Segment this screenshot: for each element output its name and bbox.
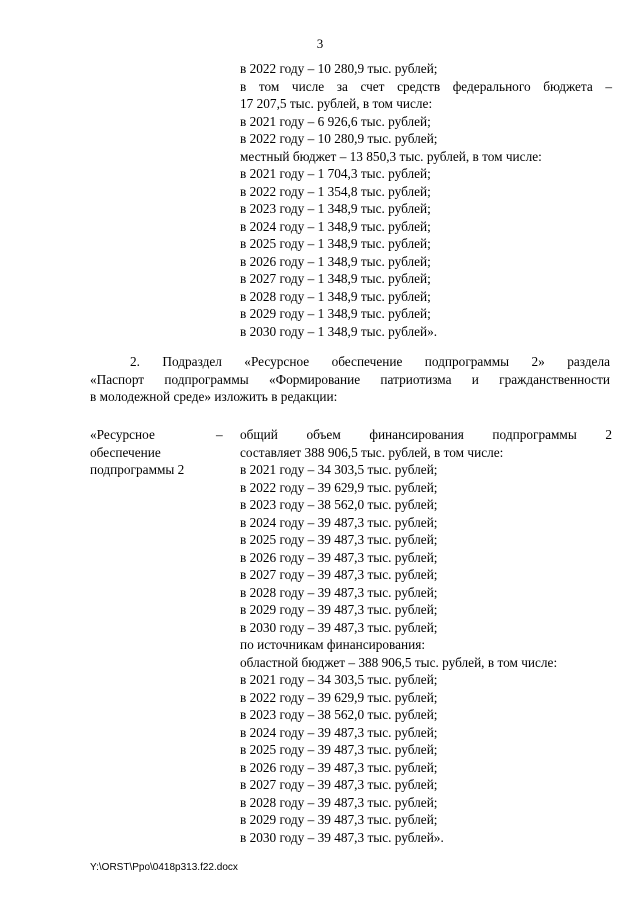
value-line: в 2022 году – 39 629,9 тыс. рублей; — [240, 479, 438, 495]
text-line: в том числе за счет средств федерального бюджета – — [240, 78, 612, 94]
table-value-cell — [240, 426, 612, 846]
value-line: в 2027 году – 39 487,3 тыс. рублей; — [240, 777, 438, 792]
text-line: в 2028 году – 1 348,9 тыс. рублей; — [240, 288, 431, 304]
text-line: в 2022 году – 10 280,9 тыс. рублей; — [240, 131, 438, 146]
text-line: в 2024 году – 1 348,9 тыс. рублей; — [240, 218, 431, 234]
value-line: в 2024 году – 39 487,3 тыс. рублей; — [240, 724, 438, 740]
amendment-paragraph-2 — [90, 353, 610, 406]
value-line: по источникам финансирования: — [240, 637, 426, 652]
value-line: в 2027 году – 39 487,3 тыс. рублей; — [240, 567, 438, 582]
value-line: в 2030 году – 39 487,3 тыс. рублей». — [240, 829, 444, 845]
text-line: в 2021 году – 6 926,6 тыс. рублей; — [240, 113, 431, 129]
label-line: подпрограммы 2 — [90, 462, 185, 477]
value-line: в 2029 году – 39 487,3 тыс. рублей; — [240, 812, 438, 827]
paragraph-line: в молодежной среде» изложить в редакции: — [90, 389, 338, 404]
value-line: в 2022 году – 39 629,9 тыс. рублей; — [240, 689, 438, 705]
value-line: в 2023 году – 38 562,0 тыс. рублей; — [240, 497, 438, 512]
text-line: 17 207,5 тыс. рублей, в том числе: — [240, 96, 433, 111]
funding-continuation-block — [240, 60, 612, 340]
value-line: в 2025 году – 39 487,3 тыс. рублей; — [240, 742, 438, 757]
value-line: в 2030 году – 39 487,3 тыс. рублей; — [240, 619, 438, 635]
value-line: в 2029 году – 39 487,3 тыс. рублей; — [240, 602, 438, 617]
value-line: в 2023 году – 38 562,0 тыс. рублей; — [240, 707, 438, 722]
value-line: в 2021 году – 34 303,5 тыс. рублей; — [240, 462, 438, 477]
paragraph-line: 2. Подраздел «Ресурсное обеспечение подпрограммы 2» раздела — [130, 354, 610, 369]
table-label-cell — [90, 426, 230, 479]
value-line: в 2026 году – 39 487,3 тыс. рублей; — [240, 759, 438, 775]
value-line: областной бюджет – 388 906,5 тыс. рублей, в том числе: — [240, 654, 558, 670]
footer-file-path: Y:\ORST\Ppo\0418p313.f22.docx — [90, 862, 238, 873]
value-line: в 2028 году – 39 487,3 тыс. рублей; — [240, 584, 438, 600]
value-line: в 2021 году – 34 303,5 тыс. рублей; — [240, 672, 438, 687]
text-line: в 2023 году – 1 348,9 тыс. рублей; — [240, 201, 431, 216]
value-line: в 2026 году – 39 487,3 тыс. рублей; — [240, 549, 438, 565]
text-line: в 2027 году – 1 348,9 тыс. рублей; — [240, 271, 431, 286]
value-line: в 2025 году – 39 487,3 тыс. рублей; — [240, 532, 438, 547]
value-line: общий объем финансирования подпрограммы 2 — [240, 427, 612, 442]
text-line: в 2026 году – 1 348,9 тыс. рублей; — [240, 253, 431, 269]
label-line: «Ресурсное — [90, 427, 155, 442]
value-line: в 2028 году – 39 487,3 тыс. рублей; — [240, 794, 438, 810]
text-line: местный бюджет – 13 850,3 тыс. рублей, в том числе: — [240, 148, 542, 164]
text-line: в 2022 году – 1 354,8 тыс. рублей; — [240, 183, 431, 199]
label-line: обеспечение — [90, 444, 161, 460]
text-line: в 2021 году – 1 704,3 тыс. рублей; — [240, 166, 431, 181]
value-line: в 2024 году – 39 487,3 тыс. рублей; — [240, 514, 438, 530]
value-line: составляет 388 906,5 тыс. рублей, в том числе: — [240, 444, 504, 460]
paragraph-line: «Паспорт подпрограммы «Формирование патриотизма и гражданственности — [90, 371, 610, 387]
table-dash: – — [216, 427, 223, 442]
text-line: в 2029 году – 1 348,9 тыс. рублей; — [240, 306, 431, 321]
text-line: в 2022 году – 10 280,9 тыс. рублей; — [240, 61, 438, 76]
text-line: в 2025 году – 1 348,9 тыс. рублей; — [240, 236, 431, 251]
text-line: в 2030 году – 1 348,9 тыс. рублей». — [240, 323, 438, 339]
page-number: 3 — [316, 36, 324, 51]
